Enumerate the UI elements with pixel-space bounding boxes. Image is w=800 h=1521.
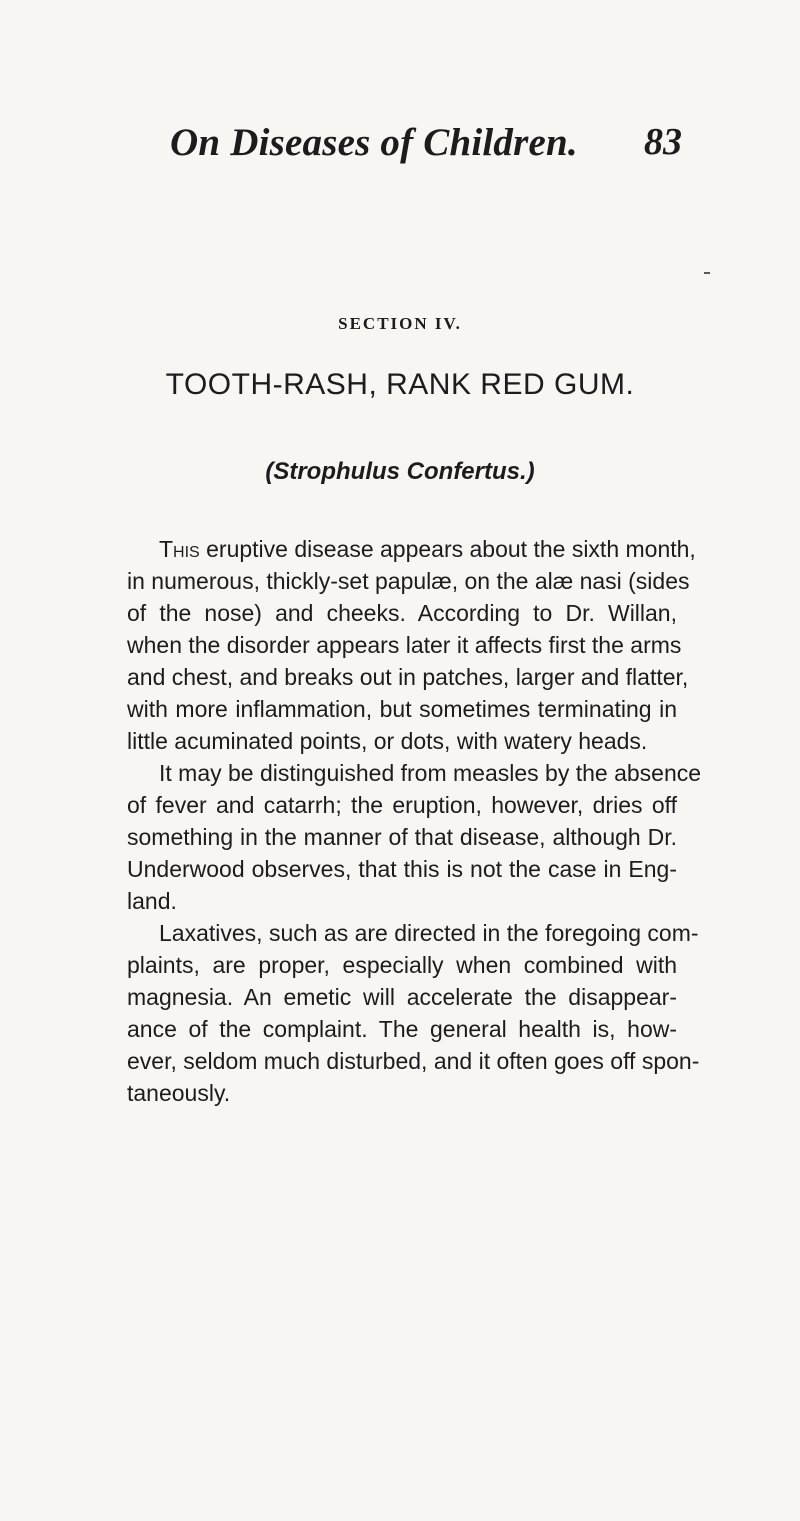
running-title: On Diseases of Children. xyxy=(170,121,578,164)
paragraph-line: little acuminated points, or dots, with watery heads. xyxy=(127,728,648,754)
paragraph-line: taneously. xyxy=(127,1080,231,1106)
paragraph-line: Laxatives, such as are directed in the foregoing com- xyxy=(159,920,699,946)
paragraph-line: ance of the complaint. The general health is, how- xyxy=(127,1016,677,1042)
paragraph-line: ever, seldom much disturbed, and it often goes off spon- xyxy=(127,1048,700,1074)
running-head xyxy=(170,120,682,170)
paragraph-line: of fever and catarrh; the eruption, however, dries off xyxy=(127,792,677,818)
paragraph-line: It may be distinguished from measles by the absence xyxy=(159,760,702,786)
paragraph-line: when the disorder appears later it affects first the arms xyxy=(127,632,682,658)
paragraph-line: of the nose) and cheeks. According to Dr. Willan, xyxy=(127,600,677,626)
paragraph-line: This eruptive disease appears about the sixth month, xyxy=(159,536,696,562)
paragraph-line: with more inflammation, but sometimes terminating in xyxy=(127,696,677,722)
print-mark xyxy=(704,272,710,274)
paragraph-line: magnesia. An emetic will accelerate the disappear- xyxy=(127,984,677,1010)
paragraph-line: Underwood observes, that this is not the case in Eng- xyxy=(127,856,677,882)
paragraph-line: land. xyxy=(127,888,177,914)
section-subtitle: (Strophulus Confertus.) xyxy=(265,458,535,485)
paragraph-line: plaints, are proper, especially when combined with xyxy=(127,952,677,978)
paragraph-line: something in the manner of that disease, although Dr. xyxy=(127,824,677,850)
page-number: 83 xyxy=(644,121,682,163)
section-label: SECTION IV. xyxy=(338,314,462,333)
paragraph-line: and chest, and breaks out in patches, larger and flatter, xyxy=(127,664,689,690)
section-title: TOOTH-RASH, RANK RED GUM. xyxy=(165,368,635,401)
paragraph-line: in numerous, thickly-set papulæ, on the alæ nasi (sides xyxy=(127,568,690,594)
drop-word: This xyxy=(159,536,200,562)
